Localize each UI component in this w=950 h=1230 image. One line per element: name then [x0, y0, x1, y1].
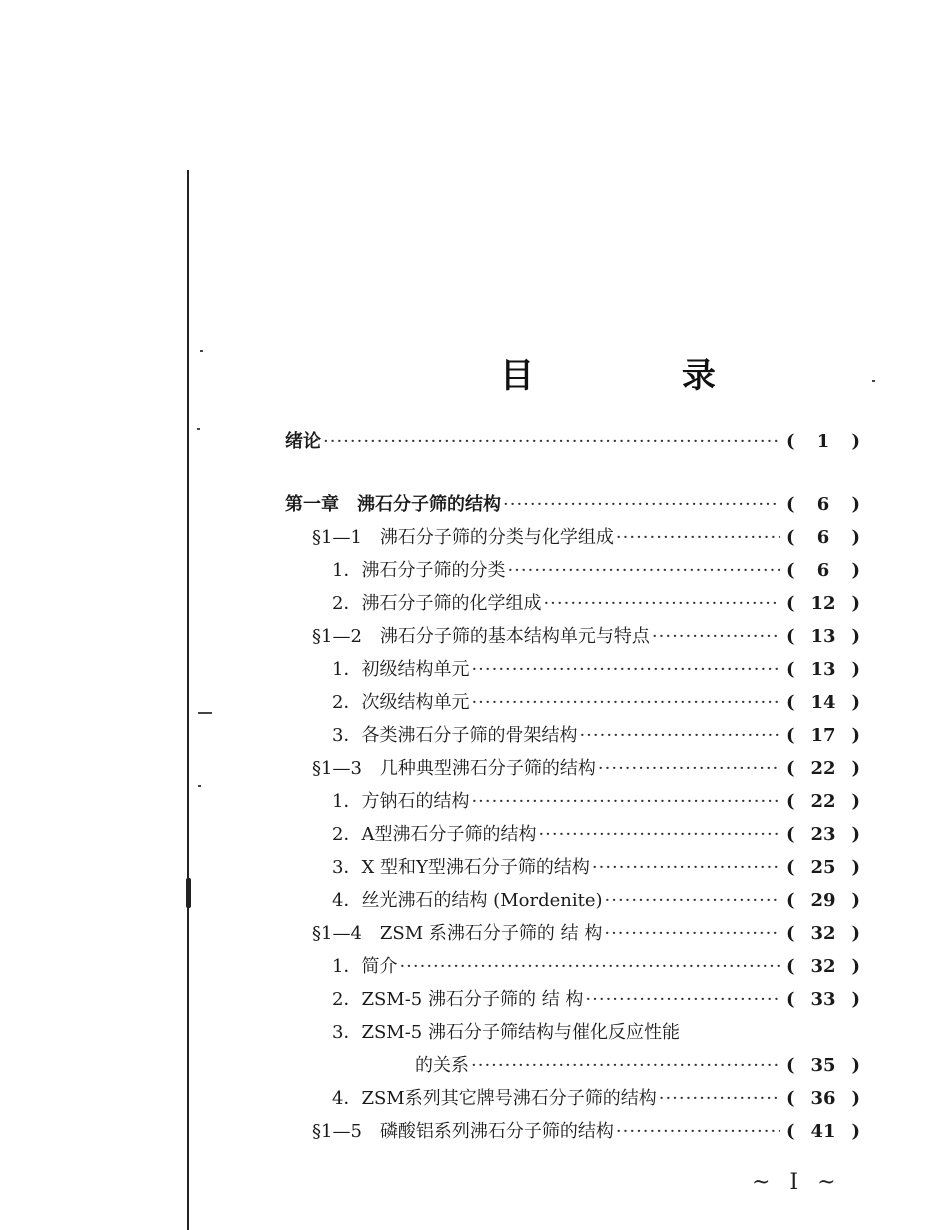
- dot-leader: [605, 884, 780, 917]
- toc-page-number: ( 32 ): [786, 956, 860, 977]
- dot-leader: [503, 488, 780, 521]
- toc-page-number: ( 36 ): [786, 1088, 860, 1109]
- toc-entry[interactable]: [285, 1049, 860, 1082]
- toc-entry[interactable]: [285, 554, 860, 587]
- toc-entry[interactable]: [285, 1016, 860, 1049]
- toc-page-number: ( 41 ): [786, 1121, 860, 1142]
- toc-entry[interactable]: [285, 884, 860, 917]
- toc-page-number: ( 35 ): [786, 1055, 860, 1076]
- toc-entry[interactable]: [285, 1082, 860, 1115]
- toc-entry-label: 3．ZSM-5 沸石分子筛结构与催化反应性能: [332, 1022, 680, 1043]
- toc-page-number: ( 23 ): [786, 824, 860, 845]
- toc-entry-label: §1—5 磷酸铝系列沸石分子筛的结构: [312, 1121, 614, 1142]
- toc-entry-label: 4．丝光沸石的结构 (Mordenite): [332, 890, 603, 911]
- scan-speck: [200, 350, 203, 352]
- toc-page-number: ( 17 ): [786, 725, 860, 746]
- binding-line: [187, 170, 189, 1230]
- toc-entry-label: 1．简介: [332, 956, 398, 977]
- toc-entry[interactable]: [285, 950, 860, 983]
- toc-entry-label: 的关系: [415, 1055, 469, 1076]
- toc-title: 目 录: [500, 356, 784, 396]
- toc-page-number: ( 25 ): [786, 857, 860, 878]
- toc-page-number: ( 22 ): [786, 791, 860, 812]
- toc-entry-label: 1．初级结构单元: [332, 659, 470, 680]
- toc-entry[interactable]: [285, 719, 860, 752]
- toc-entry-label: 2．A型沸石分子筛的结构: [332, 824, 537, 845]
- toc-entry[interactable]: [285, 620, 860, 653]
- dot-leader: [585, 983, 780, 1016]
- toc-page-number: ( 6 ): [786, 560, 860, 581]
- toc-entry-label: 3．各类沸石分子筛的骨架结构: [332, 725, 578, 746]
- toc-page-number: ( 6 ): [786, 494, 860, 515]
- dot-leader: [604, 917, 780, 950]
- toc-page-number: ( 13 ): [786, 659, 860, 680]
- toc-entry-label: §1—3 几种典型沸石分子筛的结构: [312, 758, 596, 779]
- scan-speck: [198, 785, 201, 787]
- dot-leader: [471, 785, 780, 818]
- toc-page-number: ( 13 ): [786, 626, 860, 647]
- dot-leader: [598, 752, 780, 785]
- dot-leader: [579, 719, 780, 752]
- toc-page-number: ( 33 ): [786, 989, 860, 1010]
- dot-leader: [538, 818, 780, 851]
- table-of-contents: [285, 425, 860, 1148]
- toc-entry[interactable]: [285, 587, 860, 620]
- dot-leader: [592, 851, 780, 884]
- toc-entry[interactable]: [285, 785, 860, 818]
- toc-entry-label: 2．沸石分子筛的化学组成: [332, 593, 542, 614]
- toc-entry-label: 3．X 型和Y型沸石分子筛的结构: [332, 857, 590, 878]
- scan-speck: [197, 428, 200, 430]
- toc-entry[interactable]: [285, 851, 860, 884]
- toc-entry-label: §1—1 沸石分子筛的分类与化学组成: [312, 527, 614, 548]
- toc-entry-label: §1—4 ZSM 系沸石分子筛的 结 构: [312, 923, 603, 944]
- binding-mark: [186, 878, 191, 908]
- toc-page-number: ( 1 ): [786, 431, 860, 452]
- dot-leader: [616, 521, 780, 554]
- dot-leader: [507, 554, 780, 587]
- toc-entry[interactable]: [285, 917, 860, 950]
- toc-page-number: ( 12 ): [786, 593, 860, 614]
- toc-page-number: ( 32 ): [786, 923, 860, 944]
- dot-leader: [652, 620, 780, 653]
- toc-entry-label: 绪论: [285, 431, 321, 452]
- dot-leader: [543, 587, 780, 620]
- toc-entry[interactable]: [285, 521, 860, 554]
- toc-entry[interactable]: [285, 488, 860, 521]
- toc-entry-label: 1．沸石分子筛的分类: [332, 560, 506, 581]
- toc-entry[interactable]: [285, 983, 860, 1016]
- toc-entry[interactable]: [285, 425, 860, 458]
- toc-entry[interactable]: [285, 653, 860, 686]
- toc-page-number: ( 14 ): [786, 692, 860, 713]
- dot-leader: [471, 1049, 780, 1082]
- toc-entry[interactable]: [285, 818, 860, 851]
- toc-entry-label: §1—2 沸石分子筛的基本结构单元与特点: [312, 626, 650, 647]
- toc-spacer: [285, 458, 860, 488]
- toc-entry-label: 1．方钠石的结构: [332, 791, 470, 812]
- dot-leader: [659, 1082, 780, 1115]
- toc-entry[interactable]: [285, 686, 860, 719]
- toc-entry-label: 第一章 沸石分子筛的结构: [285, 494, 501, 515]
- dot-leader: [399, 950, 780, 983]
- toc-page-number: ( 6 ): [786, 527, 860, 548]
- toc-entry-label: 2．次级结构单元: [332, 692, 470, 713]
- toc-entry-label: 4．ZSM系列其它牌号沸石分子筛的结构: [332, 1088, 657, 1109]
- toc-page-number: ( 22 ): [786, 758, 860, 779]
- scan-speck: [198, 712, 212, 714]
- toc-entry[interactable]: [285, 752, 860, 785]
- toc-entry-label: 2．ZSM-5 沸石分子筛的 结 构: [332, 989, 584, 1010]
- dot-leader: [323, 425, 780, 458]
- toc-page-number: ( 29 ): [786, 890, 860, 911]
- dot-leader: [616, 1115, 780, 1148]
- toc-entry[interactable]: [285, 1115, 860, 1148]
- page-number-footer: ~ I ~: [752, 1170, 842, 1195]
- dot-leader: [471, 686, 780, 719]
- scan-speck: [872, 380, 875, 382]
- dot-leader: [471, 653, 780, 686]
